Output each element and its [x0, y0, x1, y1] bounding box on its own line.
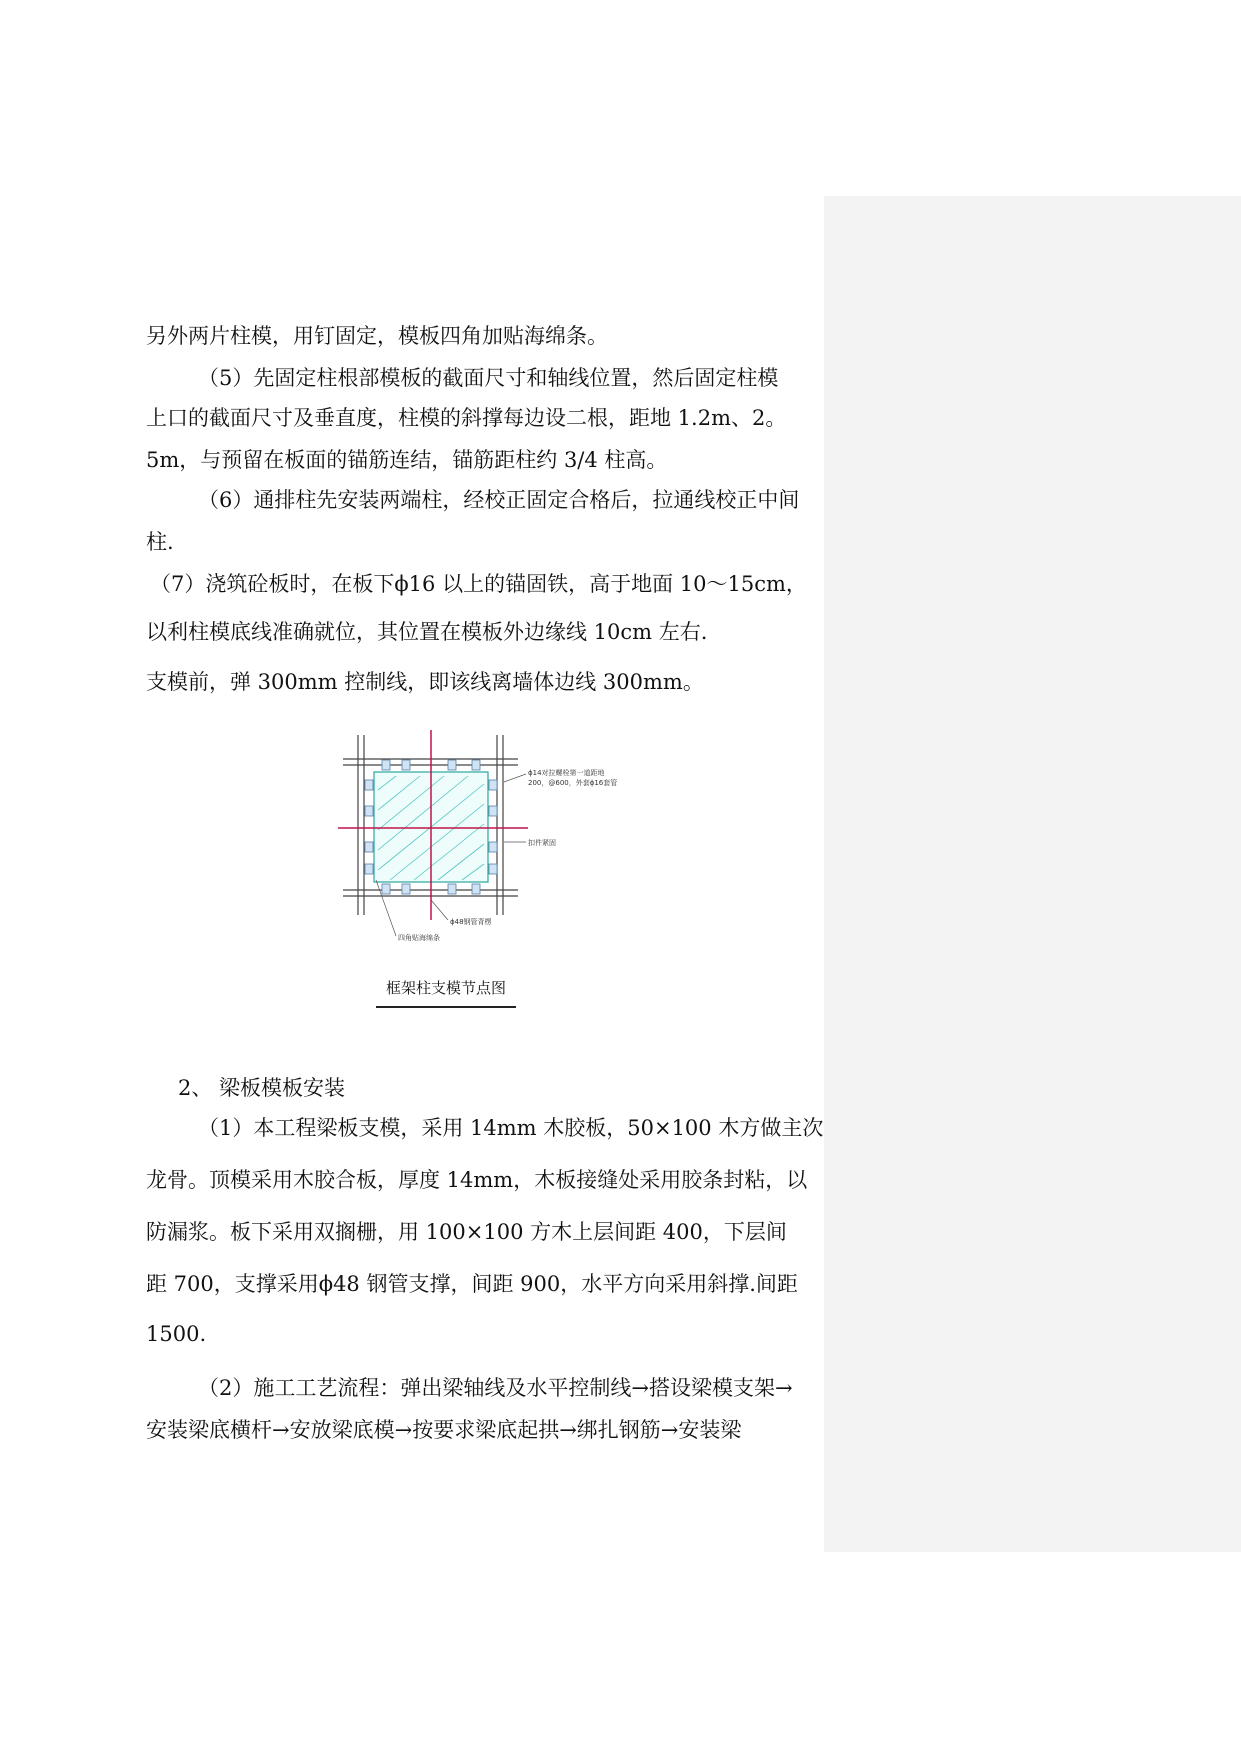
text-line-15: （2）施工工艺流程：弹出梁轴线及水平控制线→搭设梁模支架→ — [198, 1376, 793, 1400]
text-line-10: （1）本工程梁板支模，采用 14mm 木胶板，50×100 木方做主次 — [198, 1116, 824, 1140]
text-line-5: （6）通排柱先安装两端柱，经校正固定合格后，拉通线校正中间 — [198, 488, 800, 512]
label-fastener: 扣件紧固 — [528, 839, 556, 847]
text-line-6: 柱. — [146, 530, 174, 554]
text-line-12: 防漏浆。板下采用双搁栅，用 100×100 方木上层间距 400，下层间 — [146, 1220, 787, 1244]
figure-caption: 框架柱支模节点图 — [376, 978, 516, 1008]
label-pipe: ϕ48钢管背楞 — [450, 918, 492, 926]
text-line-1: 另外两片柱模，用钉固定，模板四角加贴海绵条。 — [146, 324, 608, 348]
text-line-9: 支模前，弹 300mm 控制线，即该线离墙体边线 300mm。 — [146, 670, 704, 694]
section-heading: 2、 梁板模板安装 — [178, 1076, 346, 1100]
column-formwork-diagram — [338, 730, 658, 950]
text-line-14: 1500. — [146, 1322, 207, 1346]
text-line-7: （7）浇筑砼板时，在板下ϕ16 以上的锚固铁，高于地面 10～15cm， — [150, 572, 807, 596]
text-line-16: 安装梁底横杆→安放梁底模→按要求梁底起拱→绑扎钢筋→安装梁 — [146, 1418, 742, 1442]
comment-pane — [824, 196, 1241, 1552]
label-bolt-1: ϕ14对拉螺栓第一道距地 — [528, 769, 605, 777]
label-sponge: 四角贴海绵条 — [398, 934, 440, 942]
text-line-2: （5）先固定柱根部模板的截面尺寸和轴线位置，然后固定柱模 — [198, 366, 779, 390]
text-line-3: 上口的截面尺寸及垂直度，柱模的斜撑每边设二根，距地 1.2m、2。 — [146, 406, 787, 430]
text-line-4: 5m，与预留在板面的锚筋连结，锚筋距柱约 3/4 柱高。 — [146, 448, 668, 472]
label-bolt-2: 200，@600，外套ϕ16套管 — [528, 779, 618, 787]
text-line-8: 以利柱模底线准确就位，其位置在模板外边缘线 10cm 左右. — [146, 620, 708, 644]
text-line-13: 距 700，支撑采用ϕ48 钢管支撑，间距 900，水平方向采用斜撑.间距 — [146, 1272, 798, 1296]
text-line-11: 龙骨。顶模采用木胶合板，厚度 14mm，木板接缝处采用胶条封粘，以 — [146, 1168, 808, 1192]
